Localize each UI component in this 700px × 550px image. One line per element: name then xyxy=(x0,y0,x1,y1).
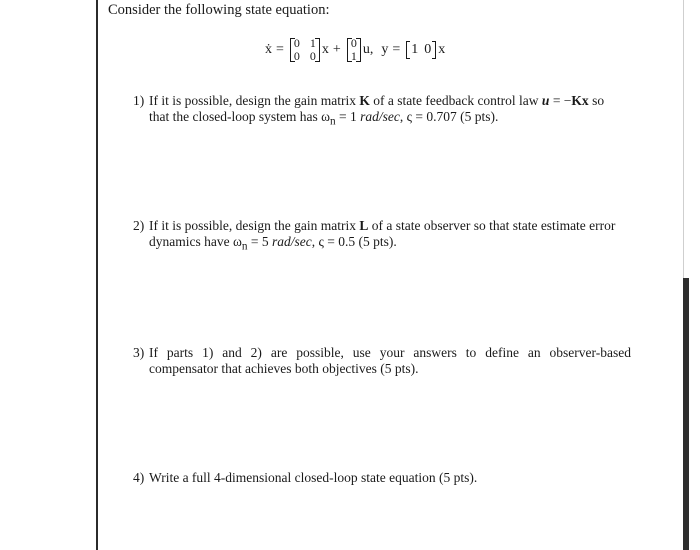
state-vector-x: x xyxy=(438,42,446,57)
text-run: If it is possible, design the gain matrix xyxy=(149,93,360,108)
state-vector-x: x xyxy=(321,42,329,57)
question-number: 2) xyxy=(133,218,145,233)
text-run: = 5 xyxy=(247,234,272,249)
text-run: so xyxy=(588,93,605,108)
input-u: u, xyxy=(362,42,374,57)
matrix-a-cell: 0 xyxy=(293,49,300,63)
subscript-n: n xyxy=(329,115,336,128)
matrix-b-cell: 1 xyxy=(350,49,357,63)
text-run: of a state feedback control law xyxy=(369,93,542,108)
question-2-line-2 xyxy=(149,234,615,255)
text-run: = 1 xyxy=(335,109,361,124)
scrollbar-thumb[interactable] xyxy=(683,278,689,550)
question-number: 4) xyxy=(133,470,145,485)
question-4-line-1: Write a full 4-dimensional closed-loop state equation (5 pts). xyxy=(149,470,478,485)
matrix-b xyxy=(347,37,361,63)
matrix-c xyxy=(406,42,436,58)
question-number: 1) xyxy=(133,93,145,108)
page-left-border xyxy=(96,0,98,550)
matrix-c-cell: 1 xyxy=(411,42,419,57)
question-2-line-1 xyxy=(149,218,615,234)
text-run: , ς = 0.707 (5 pts). xyxy=(399,109,499,124)
question-3-line-1: If parts 1) and 2) are possible, use your answers to define an observer-based xyxy=(149,345,631,360)
unit-text: rad/sec xyxy=(271,234,312,249)
text-run: dynamics have ω xyxy=(149,234,242,249)
unit-text: rad/sec xyxy=(360,109,400,124)
text-run: of a state observer so that state estimate error xyxy=(368,218,616,233)
intro-text: Consider the following state equation: xyxy=(108,2,330,18)
matrix-a-cell: 0 xyxy=(293,36,300,50)
text-run: = − xyxy=(549,93,572,108)
question-1-line-1 xyxy=(149,93,604,109)
question-number: 3) xyxy=(133,345,145,360)
matrix-a-cell: 1 xyxy=(309,36,316,50)
matrix-a-cell: 0 xyxy=(309,49,316,63)
x-dot-symbol: ẋ xyxy=(265,42,272,57)
u-symbol: u xyxy=(541,93,550,108)
text-run: If it is possible, design the gain matrix xyxy=(149,218,360,233)
state-equation xyxy=(265,33,445,67)
equals-sign: = xyxy=(276,42,284,57)
gain-l-symbol: L xyxy=(359,218,369,233)
question-1-line-2 xyxy=(149,109,604,130)
text-run: that the closed-loop system has ω xyxy=(149,109,330,124)
subscript-n: n xyxy=(241,240,248,253)
plus-sign: + xyxy=(332,42,341,57)
matrix-c-cell: 0 xyxy=(424,42,432,57)
question-3-line-2: compensator that achieves both objectives (5 pts). xyxy=(149,361,419,376)
kx-symbol: Kx xyxy=(571,93,589,108)
gain-k-symbol: K xyxy=(359,93,370,108)
output-y: y xyxy=(381,42,389,57)
matrix-b-cell: 0 xyxy=(350,36,357,50)
text-run: , ς = 0.5 (5 pts). xyxy=(311,234,397,249)
equals-sign: = xyxy=(392,42,401,57)
matrix-a xyxy=(290,37,320,63)
